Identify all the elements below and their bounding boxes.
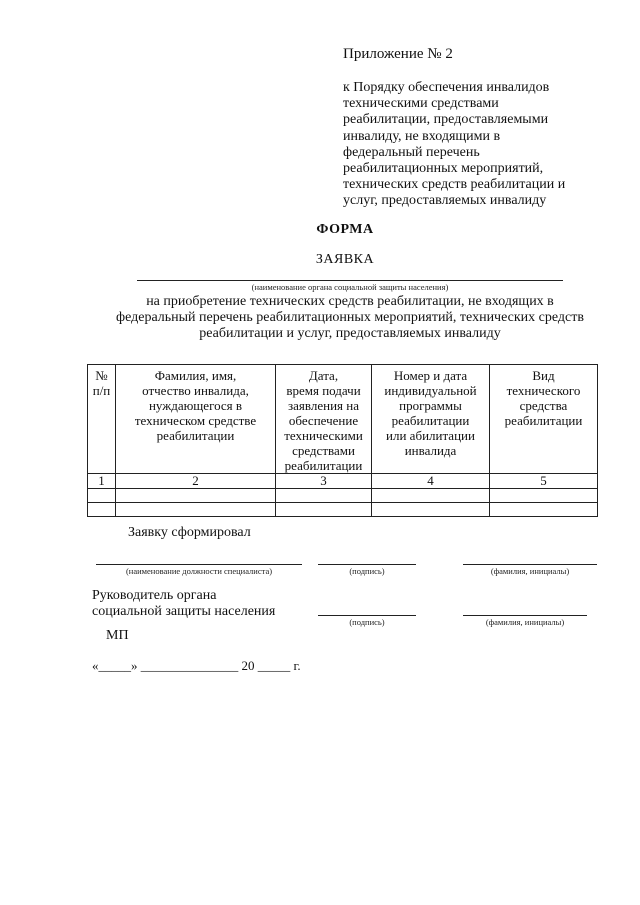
head-of-organ-label: Руководитель органа социальной защиты населения xyxy=(92,588,276,619)
table-cell xyxy=(372,503,490,517)
request-table xyxy=(87,364,598,517)
table-cell xyxy=(490,503,598,517)
signature-caption: (подпись) xyxy=(349,566,385,576)
table-cell xyxy=(490,489,598,503)
name-caption: (фамилия, инициалы) xyxy=(490,566,570,576)
head-signature-caption: (подпись) xyxy=(349,617,385,627)
head-signature-line xyxy=(318,615,416,616)
table-cell xyxy=(372,489,490,503)
form-heading: ФОРМА xyxy=(316,222,374,237)
column-number-2: 2 xyxy=(116,474,276,489)
name-line xyxy=(463,564,597,565)
header-application-date: Дата, время подачи заявления на обеспечение техническими средствами реабилитации xyxy=(276,365,372,474)
table-header-row xyxy=(88,365,598,474)
column-number-4: 4 xyxy=(372,474,490,489)
appendix-title: Приложение № 2 xyxy=(343,46,453,62)
stamp-label: МП xyxy=(106,628,129,643)
appendix-reference-text: к Порядку обеспечения инвалидов техническими средствами реабилитации, предоставляемыми инвалиду, не входящими в федеральный перечень реабилитационных мероприятий, технических средств реабилитации и услуг, предоставляемых инвалиду xyxy=(343,80,566,209)
table-row xyxy=(88,489,598,503)
organ-name-caption: (наименование органа социальной защиты населения) xyxy=(251,282,449,292)
document-title: ЗАЯВКА xyxy=(315,252,375,267)
formed-by-label: Заявку сформировал xyxy=(128,525,251,540)
head-name-caption: (фамилия, инициалы) xyxy=(485,617,565,627)
table-cell xyxy=(88,503,116,517)
signature-line xyxy=(318,564,416,565)
table-cell xyxy=(276,489,372,503)
column-number-5: 5 xyxy=(490,474,598,489)
header-device-type: Вид технического средства реабилитации xyxy=(490,365,598,474)
table-cell xyxy=(116,489,276,503)
header-program-number: Номер и дата индивидуальной программы реабилитации или абилитации инвалида xyxy=(372,365,490,474)
header-number: № п/п xyxy=(88,365,116,474)
column-number-3: 3 xyxy=(276,474,372,489)
position-line xyxy=(96,564,302,565)
column-number-1: 1 xyxy=(88,474,116,489)
table-cell xyxy=(276,503,372,517)
head-name-line xyxy=(463,615,587,616)
table-row xyxy=(88,474,598,489)
document-subtitle: на приобретение технических средств реабилитации, не входящих в федеральный перечень реабилитационных мероприятий, технических средств реабилитации и услуг, предоставляемых инвалиду xyxy=(116,294,584,341)
table-cell xyxy=(116,503,276,517)
organ-name-line xyxy=(137,280,563,281)
table-row xyxy=(88,503,598,517)
header-full-name: Фамилия, имя, отчество инвалида, нуждающегося в техническом средстве реабилитации xyxy=(116,365,276,474)
table-cell xyxy=(88,489,116,503)
date-line: «_____» _______________ 20 _____ г. xyxy=(92,658,301,673)
position-caption: (наименование должности специалиста) xyxy=(125,566,273,576)
